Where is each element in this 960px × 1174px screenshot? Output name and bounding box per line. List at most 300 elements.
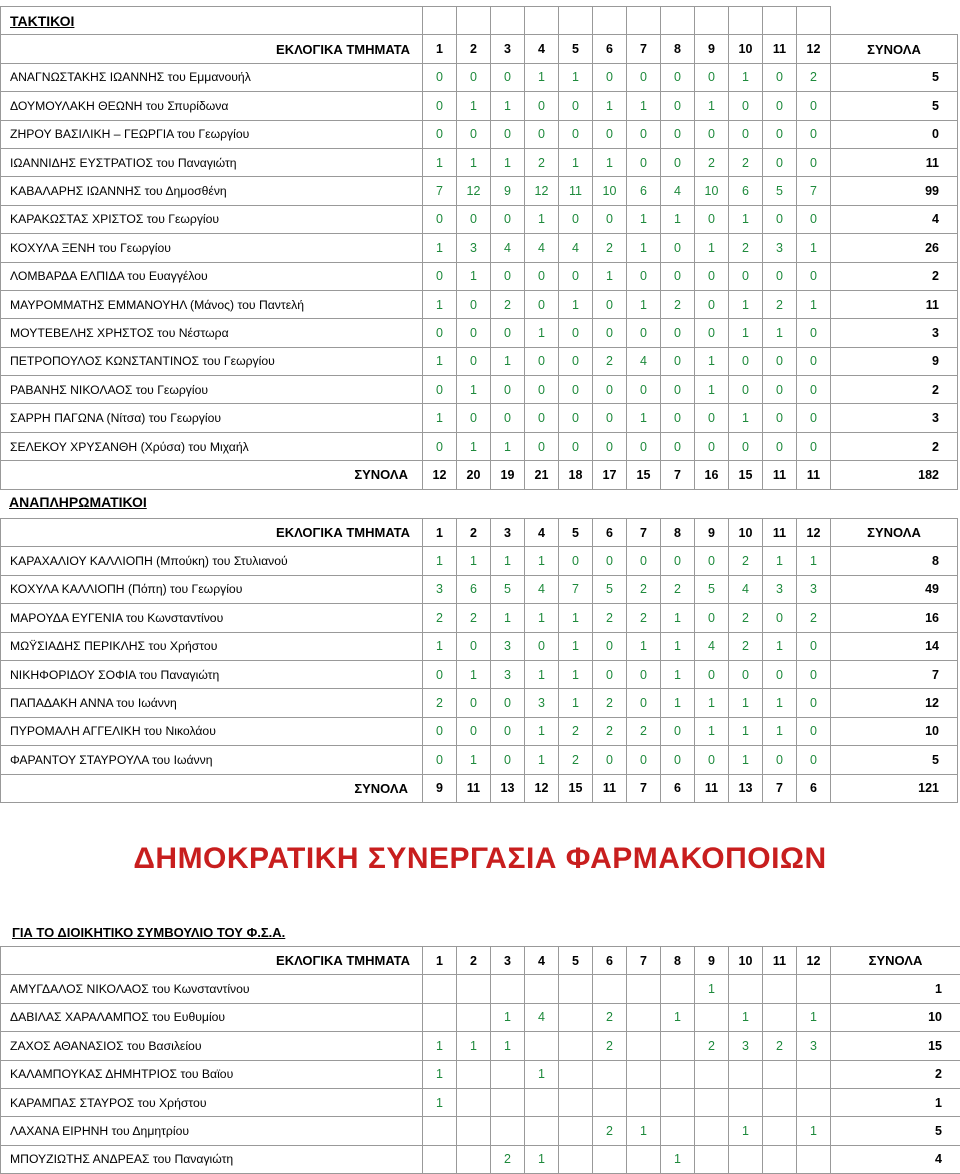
vote-cell [559,1032,593,1060]
vote-cell: 2 [491,290,525,318]
vote-cell: 1 [559,660,593,688]
table-row [1,148,958,176]
vote-cell: 0 [797,689,831,717]
vote-cell: 0 [491,63,525,91]
vote-cell: 2 [525,148,559,176]
vote-cell: 0 [457,632,491,660]
candidate-name: ΔΟΥΜΟΥΛΑΚΗ ΘΕΩΝΗ του Σπυρίδωνα [1,92,423,120]
vote-cell: 1 [627,1117,661,1145]
vote-cell: 0 [491,319,525,347]
vote-cell: 5 [491,575,525,603]
header-label: ΕΚΛΟΓΙΚΑ ΤΜΗΜΑΤΑ [1,519,423,547]
section-title-row [1,7,958,35]
vote-cell: 1 [729,205,763,233]
table-row [1,63,958,91]
vote-cell: 0 [763,205,797,233]
column-header: 9 [695,519,729,547]
vote-cell: 1 [457,547,491,575]
vote-cell: 1 [423,1060,457,1088]
vote-cell: 2 [661,290,695,318]
vote-cell: 1 [695,347,729,375]
vote-cell [695,1117,729,1145]
vote-cell: 1 [729,1003,763,1031]
vote-cell: 1 [729,63,763,91]
vote-cell [661,1032,695,1060]
vote-cell: 0 [525,376,559,404]
row-total: 2 [831,376,958,404]
vote-cell [661,1088,695,1116]
vote-cell: 0 [661,262,695,290]
vote-cell: 0 [423,432,457,460]
column-header: 3 [491,947,525,975]
vote-cell [797,1145,831,1173]
table-row [1,1032,960,1060]
column-total: 7 [661,461,695,489]
vote-cell: 2 [729,234,763,262]
big-title: ΔΗΜΟΚΡΑΤΙΚΗ ΣΥΝΕΡΓΑΣΙΑ ΦΑΡΜΑΚΟΠΟΙΩΝ [0,842,960,876]
vote-cell: 0 [729,660,763,688]
candidate-name: ΜΟΥΤΕΒΕΛΗΣ ΧΡΗΣΤΟΣ του Νέστωρα [1,319,423,347]
column-total: 11 [593,774,627,802]
vote-cell [559,1088,593,1116]
candidate-name: ΚΟΧΥΛΑ ΚΑΛΛΙΟΠΗ (Πόπη) του Γεωργίου [1,575,423,603]
empty-cell [627,7,661,35]
vote-cell: 0 [797,262,831,290]
vote-cell: 0 [627,319,661,347]
column-header: 8 [661,947,695,975]
vote-cell: 0 [797,319,831,347]
column-total: 11 [695,774,729,802]
vote-cell: 0 [729,432,763,460]
vote-cell: 1 [457,148,491,176]
vote-cell: 0 [593,432,627,460]
vote-cell: 0 [457,63,491,91]
vote-cell: 0 [423,376,457,404]
vote-cell: 0 [457,717,491,745]
vote-cell [797,1060,831,1088]
vote-cell [729,975,763,1003]
vote-cell: 5 [593,575,627,603]
column-header: 5 [559,35,593,63]
vote-cell: 1 [491,604,525,632]
candidate-name: ΑΝΑΓΝΩΣΤΑΚΗΣ ΙΩΑΝΝΗΣ του Εμμανουήλ [1,63,423,91]
vote-cell: 0 [423,262,457,290]
empty-cell [525,7,559,35]
vote-cell: 1 [593,92,627,120]
vote-cell [729,1145,763,1173]
vote-cell: 4 [627,347,661,375]
vote-cell: 1 [763,689,797,717]
vote-cell: 2 [491,1145,525,1173]
vote-cell: 2 [729,604,763,632]
vote-cell: 0 [763,92,797,120]
vote-cell: 1 [525,547,559,575]
vote-cell: 3 [729,1032,763,1060]
candidate-name: ΙΩΑΝΝΙΔΗΣ ΕΥΣΤΡΑΤΙΟΣ του Παναγιώτη [1,148,423,176]
vote-cell [457,1088,491,1116]
vote-cell: 0 [797,376,831,404]
vote-cell: 12 [525,177,559,205]
vote-cell: 0 [423,746,457,774]
vote-cell [593,1088,627,1116]
vote-cell: 1 [695,975,729,1003]
table-row [1,177,958,205]
vote-cell: 1 [593,262,627,290]
vote-cell: 0 [797,148,831,176]
vote-cell: 1 [661,632,695,660]
vote-cell: 1 [695,376,729,404]
vote-cell: 1 [593,148,627,176]
vote-cell: 0 [423,205,457,233]
vote-cell: 1 [457,746,491,774]
vote-cell: 0 [457,205,491,233]
vote-cell [627,1145,661,1173]
vote-cell: 7 [423,177,457,205]
column-header: 6 [593,35,627,63]
tactical-table [0,6,958,490]
table-row [1,376,958,404]
column-header: 10 [729,35,763,63]
vote-cell [695,1003,729,1031]
candidate-name: ΣΕΛΕΚΟΥ ΧΡΥΣΑΝΘΗ (Χρύσα) του Μιχαήλ [1,432,423,460]
column-total: 12 [525,774,559,802]
vote-cell: 2 [593,604,627,632]
vote-cell: 1 [423,404,457,432]
candidate-name: ΠΑΠΑΔΑΚΗ ΑΝΝΑ του Ιωάννη [1,689,423,717]
vote-cell: 4 [729,575,763,603]
row-total: 10 [831,1003,960,1031]
vote-cell: 0 [525,92,559,120]
header-label: ΕΚΛΟΓΙΚΑ ΤΜΗΜΑΤΑ [1,35,423,63]
table-row [1,604,958,632]
vote-cell [627,1088,661,1116]
board-table [0,946,960,1174]
empty-cell [593,7,627,35]
candidate-name: ΚΑΡΑΚΩΣΤΑΣ ΧΡΙΣΤΟΣ του Γεωργίου [1,205,423,233]
vote-cell [661,975,695,1003]
vote-cell: 3 [491,660,525,688]
row-total: 9 [831,347,958,375]
vote-cell: 0 [763,63,797,91]
table-row [1,1145,960,1173]
vote-cell: 6 [457,575,491,603]
header-label: ΕΚΛΟΓΙΚΑ ΤΜΗΜΑΤΑ [1,947,423,975]
vote-cell: 0 [763,404,797,432]
row-total: 12 [831,689,958,717]
vote-cell: 0 [423,319,457,347]
vote-cell: 1 [457,376,491,404]
vote-cell: 0 [763,660,797,688]
vote-cell: 0 [559,319,593,347]
vote-cell: 2 [695,148,729,176]
vote-cell: 0 [457,319,491,347]
table-row [1,347,958,375]
vote-cell: 0 [423,120,457,148]
vote-cell: 0 [491,746,525,774]
vote-cell: 1 [763,547,797,575]
vote-cell: 6 [729,177,763,205]
vote-cell [457,975,491,1003]
section-title-tactical: ΤΑΚΤΙΚΟΙ [1,7,423,35]
vote-cell: 0 [423,63,457,91]
vote-cell: 0 [627,120,661,148]
vote-cell: 1 [457,432,491,460]
vote-cell: 0 [661,319,695,347]
column-total: 6 [797,774,831,802]
vote-cell: 3 [763,575,797,603]
vote-cell: 0 [729,120,763,148]
row-total: 14 [831,632,958,660]
vote-cell: 2 [593,234,627,262]
vote-cell: 2 [593,689,627,717]
vote-cell: 1 [627,92,661,120]
vote-cell: 0 [559,404,593,432]
column-header: 7 [627,519,661,547]
vote-cell [559,1003,593,1031]
vote-cell: 1 [661,660,695,688]
vote-cell: 1 [627,632,661,660]
vote-cell: 0 [695,547,729,575]
vote-cell: 0 [457,120,491,148]
vote-cell: 0 [661,746,695,774]
row-total: 7 [831,660,958,688]
column-total: 11 [457,774,491,802]
vote-cell [491,1060,525,1088]
vote-cell: 5 [695,575,729,603]
vote-cell: 0 [729,347,763,375]
vote-cell: 1 [797,234,831,262]
vote-cell: 0 [593,376,627,404]
vote-cell: 1 [423,632,457,660]
grand-total: 121 [831,774,958,802]
vote-cell: 0 [593,319,627,347]
vote-cell: 1 [627,290,661,318]
vote-cell: 0 [797,432,831,460]
vote-cell: 2 [593,1003,627,1031]
vote-cell [763,1145,797,1173]
column-total: 12 [423,461,457,489]
candidate-name: ΚΑΛΑΜΠΟΥΚΑΣ ΔΗΜΗΤΡΙΟΣ του Βαϊου [1,1060,423,1088]
column-header: 6 [593,519,627,547]
vote-cell: 1 [559,689,593,717]
vote-cell: 0 [457,290,491,318]
table-row [1,1117,960,1145]
vote-cell: 0 [559,262,593,290]
candidate-name: ΦΑΡΑΝΤΟΥ ΣΤΑΥΡΟΥΛΑ του Ιωάννη [1,746,423,774]
vote-cell: 0 [695,432,729,460]
vote-cell: 1 [491,1032,525,1060]
column-header: 4 [525,35,559,63]
vote-cell: 2 [627,604,661,632]
vote-cell: 0 [763,746,797,774]
column-header: 1 [423,947,457,975]
vote-cell: 0 [695,290,729,318]
table-row [1,1088,960,1116]
vote-cell [593,1060,627,1088]
vote-cell: 0 [661,234,695,262]
vote-cell [627,975,661,1003]
vote-cell: 1 [525,1060,559,1088]
row-total: 99 [831,177,958,205]
vote-cell: 2 [729,632,763,660]
vote-cell: 0 [661,120,695,148]
empty-cell [491,7,525,35]
vote-cell: 0 [559,432,593,460]
column-total: 20 [457,461,491,489]
column-header: 7 [627,947,661,975]
column-header: 9 [695,947,729,975]
vote-cell: 1 [797,1003,831,1031]
vote-cell: 0 [559,120,593,148]
vote-cell: 2 [797,63,831,91]
vote-cell: 3 [797,575,831,603]
totals-row-label: ΣΥΝΟΛΑ [1,774,423,802]
vote-cell: 2 [423,604,457,632]
vote-cell: 0 [627,746,661,774]
vote-cell: 1 [423,290,457,318]
column-total: 9 [423,774,457,802]
vote-cell: 0 [763,262,797,290]
vote-cell: 0 [593,547,627,575]
vote-cell: 5 [763,177,797,205]
vote-cell [559,1060,593,1088]
vote-cell: 1 [729,746,763,774]
row-total: 1 [831,975,960,1003]
vote-cell: 0 [661,717,695,745]
vote-cell: 0 [763,376,797,404]
vote-cell: 0 [491,689,525,717]
table-row [1,575,958,603]
column-total: 15 [627,461,661,489]
vote-cell: 2 [763,290,797,318]
vote-cell: 1 [491,432,525,460]
table-row [1,120,958,148]
vote-cell: 1 [457,1032,491,1060]
totals-header: ΣΥΝΟΛΑ [831,947,960,975]
vote-cell [525,1088,559,1116]
vote-cell: 0 [559,347,593,375]
vote-cell: 0 [491,120,525,148]
vote-cell [491,1088,525,1116]
vote-cell: 0 [559,92,593,120]
column-header: 11 [763,519,797,547]
vote-cell: 2 [695,1032,729,1060]
vote-cell: 1 [729,717,763,745]
vote-cell: 4 [525,575,559,603]
vote-cell: 1 [525,746,559,774]
row-total: 16 [831,604,958,632]
vote-cell: 1 [661,205,695,233]
vote-cell: 1 [423,1032,457,1060]
column-header: 10 [729,519,763,547]
vote-cell: 0 [593,120,627,148]
vote-cell: 1 [559,632,593,660]
column-total: 21 [525,461,559,489]
vote-cell: 1 [525,717,559,745]
vote-cell: 12 [457,177,491,205]
vote-cell: 2 [729,148,763,176]
vote-cell: 1 [491,92,525,120]
column-total: 11 [797,461,831,489]
vote-cell: 0 [797,660,831,688]
vote-cell: 0 [559,205,593,233]
candidate-name: ΣΑΡΡΗ ΠΑΓΩΝΑ (Νίτσα) του Γεωργίου [1,404,423,432]
vote-cell [627,1060,661,1088]
vote-cell: 0 [695,63,729,91]
vote-cell: 1 [423,347,457,375]
vote-cell: 0 [627,376,661,404]
vote-cell: 0 [661,432,695,460]
vote-cell: 0 [525,432,559,460]
vote-cell: 1 [763,319,797,347]
table-row [1,404,958,432]
totals-header: ΣΥΝΟΛΑ [831,519,958,547]
vote-cell [695,1060,729,1088]
row-total: 5 [831,63,958,91]
vote-cell: 1 [627,404,661,432]
vote-cell: 0 [695,660,729,688]
vote-cell: 0 [729,376,763,404]
column-header: 5 [559,947,593,975]
vote-cell: 0 [559,376,593,404]
vote-cell: 1 [797,1117,831,1145]
column-total: 13 [729,774,763,802]
candidate-name: ΔΑΒΙΛΑΣ ΧΑΡΑΛΑΜΠΟΣ του Ευθυμίου [1,1003,423,1031]
vote-cell [661,1117,695,1145]
candidate-name: ΜΑΡΟΥΔΑ ΕΥΓΕΝΙΑ του Κωνσταντίνου [1,604,423,632]
vote-cell: 1 [627,205,661,233]
column-header: 12 [797,519,831,547]
row-total: 11 [831,290,958,318]
column-header: 5 [559,519,593,547]
vote-cell: 1 [559,148,593,176]
row-total: 26 [831,234,958,262]
vote-cell: 2 [627,717,661,745]
row-total: 4 [831,205,958,233]
vote-cell: 2 [593,1117,627,1145]
row-total: 10 [831,717,958,745]
vote-cell: 1 [661,1003,695,1031]
vote-cell: 10 [593,177,627,205]
vote-cell: 2 [627,575,661,603]
vote-cell: 1 [457,92,491,120]
table-row [1,234,958,262]
vote-cell: 0 [627,262,661,290]
grand-total: 182 [831,461,958,489]
vote-cell: 2 [729,547,763,575]
vote-cell: 0 [763,604,797,632]
table-row [1,1060,960,1088]
vote-cell [423,975,457,1003]
vote-cell [763,1088,797,1116]
column-total: 6 [661,774,695,802]
candidate-name: ΠΕΤΡΟΠΟΥΛΟΣ ΚΩΝΣΤΑΝΤΙΝΟΣ του Γεωργίου [1,347,423,375]
vote-cell [627,1003,661,1031]
vote-cell: 0 [661,347,695,375]
vote-cell [763,1060,797,1088]
vote-cell: 1 [763,717,797,745]
vote-cell: 0 [593,290,627,318]
row-total: 2 [831,262,958,290]
empty-cell [457,7,491,35]
vote-cell: 1 [457,262,491,290]
vote-cell: 1 [695,92,729,120]
vote-cell: 0 [627,63,661,91]
vote-cell: 0 [627,660,661,688]
vote-cell: 0 [763,432,797,460]
vote-cell: 0 [457,689,491,717]
candidate-name: ΝΙΚΗΦΟΡΙΔΟΥ ΣΟΦΙΑ του Παναγιώτη [1,660,423,688]
